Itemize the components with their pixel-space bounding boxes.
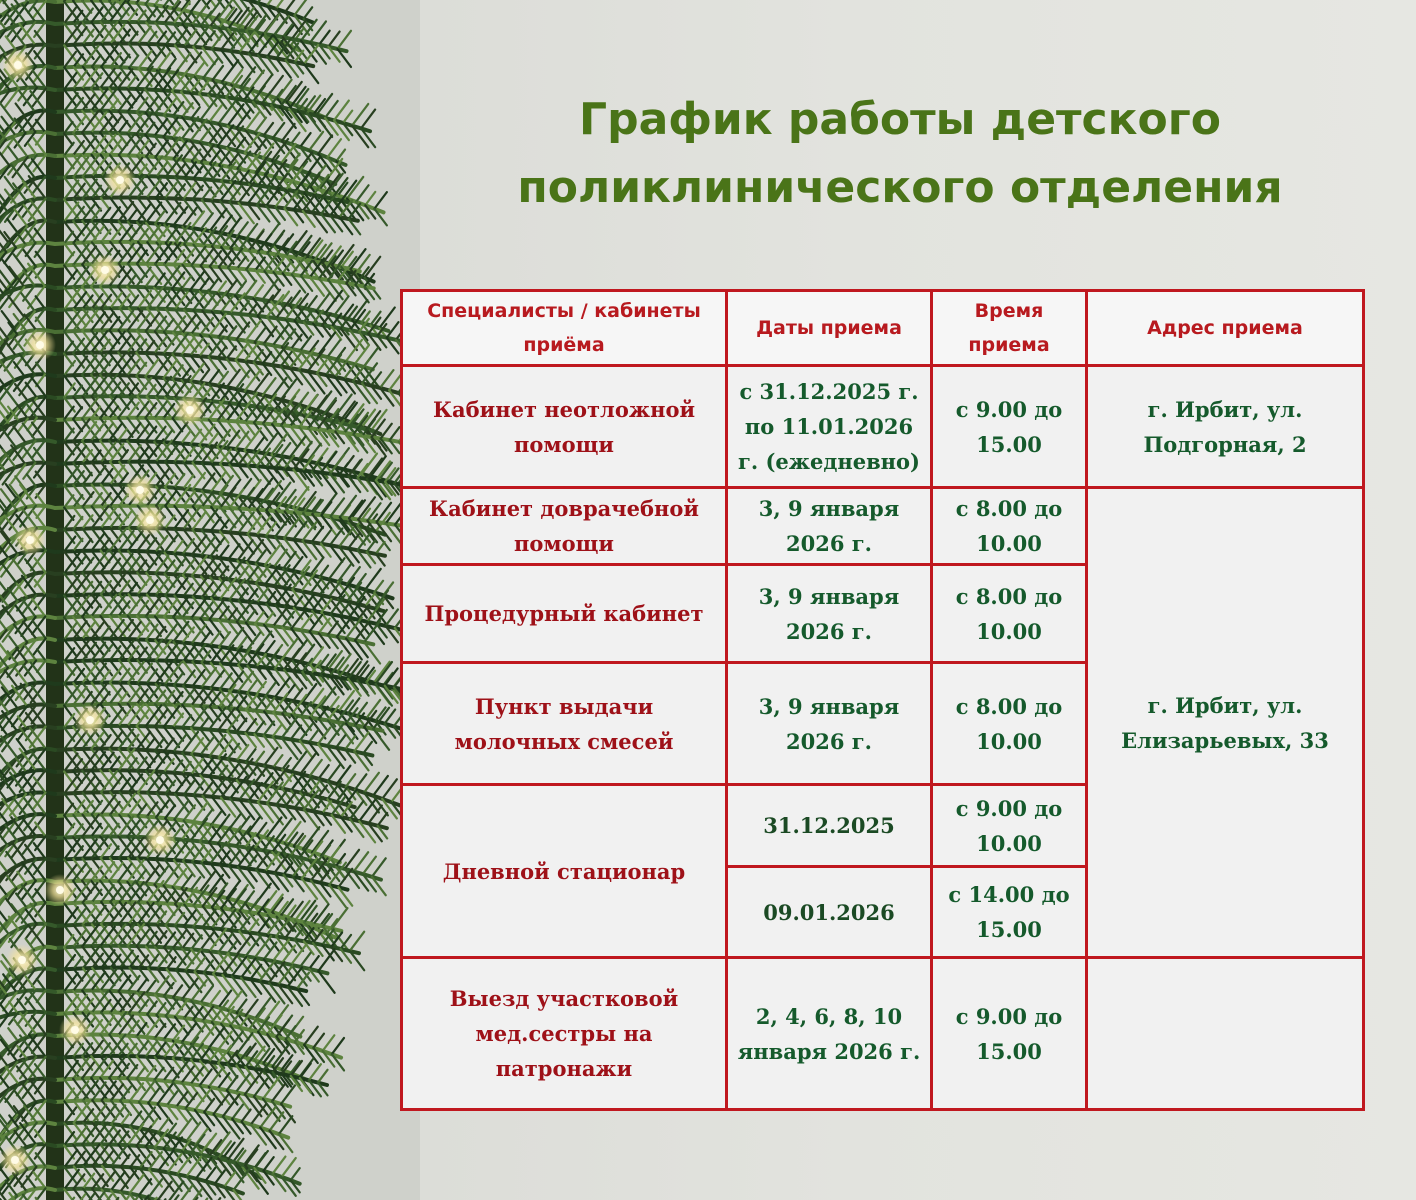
header-address: Адрес приема: [1087, 291, 1364, 366]
dates-cell: 2, 4, 6, 8, 10 января 2026 г.: [727, 958, 932, 1110]
specialist-cell: Дневной стационар: [402, 785, 727, 958]
time-cell: с 8.00 до 10.00: [932, 488, 1087, 565]
address-cell: г. Ирбит, ул. Подгорная, 2: [1087, 366, 1364, 488]
dates-cell: 09.01.2026: [727, 867, 932, 958]
specialist-cell: Кабинет доврачебной помощи: [402, 488, 727, 565]
address-cell: [1087, 958, 1364, 1110]
header-specialists: Специалисты / кабинеты приёма: [402, 291, 727, 366]
dates-cell: 3, 9 января 2026 г.: [727, 565, 932, 663]
specialist-cell: Пункт выдачи молочных смесей: [402, 663, 727, 785]
time-cell: с 9.00 до 10.00: [932, 785, 1087, 867]
time-cell: с 8.00 до 10.00: [932, 565, 1087, 663]
header-dates: Даты приема: [727, 291, 932, 366]
page-title: [470, 86, 1330, 222]
dates-cell: 3, 9 января 2026 г.: [727, 663, 932, 785]
address-cell: г. Ирбит, ул. Елизарьевых, 33: [1087, 488, 1364, 958]
header-time: Время приема: [932, 291, 1087, 366]
title-line-1: График работы детского: [579, 94, 1221, 145]
dates-cell: с 31.12.2025 г. по 11.01.2026 г. (ежедневно): [727, 366, 932, 488]
table-row: [402, 958, 1364, 1110]
table-row: [402, 366, 1364, 488]
specialist-cell: Выезд участковой мед.сестры на патронажи: [402, 958, 727, 1110]
schedule-table: [400, 289, 1365, 1111]
time-cell: с 9.00 до 15.00: [932, 366, 1087, 488]
time-cell: с 14.00 до 15.00: [932, 867, 1087, 958]
dates-cell: 31.12.2025: [727, 785, 932, 867]
table-row: [402, 488, 1364, 565]
specialist-cell: Процедурный кабинет: [402, 565, 727, 663]
title-line-2: поликлинического отделения: [517, 162, 1283, 213]
time-cell: с 8.00 до 10.00: [932, 663, 1087, 785]
table-header-row: [402, 291, 1364, 366]
time-cell: с 9.00 до 15.00: [932, 958, 1087, 1110]
christmas-tree-image: [0, 0, 420, 1200]
dates-cell: 3, 9 января 2026 г.: [727, 488, 932, 565]
specialist-cell: Кабинет неотложной помощи: [402, 366, 727, 488]
